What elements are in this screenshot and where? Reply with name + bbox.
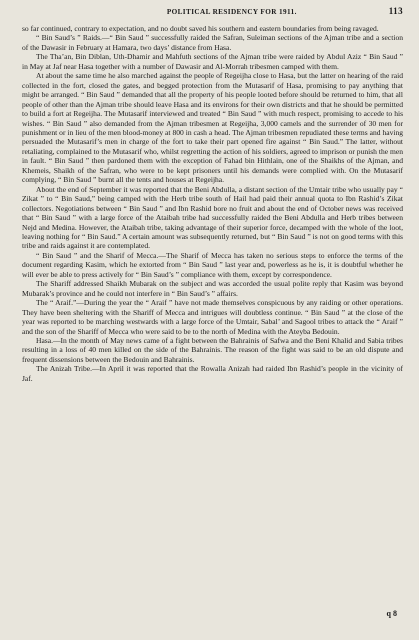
paragraph: “ Bin Saud ” and the Sharif of Mecca.—The Sharif of Mecca has taken no serious steps to enforce the terms of the document regarding Kasim, which he extorted from “ Bin Saud ” last year and, powerless as he is, it is doubtful whether he will ever be able to press actively for “ Bin Saud’s ” compliance with them, except by correspondence. <box>22 250 403 279</box>
paragraph: The Anizah Tribe.—In April it was reported that the Rowalla Anizah had raided Ibn Rashid’s people in the vicinity of Jaf. <box>22 364 403 383</box>
paragraph: Hasa.—In the month of May news came of a fight between the Bahrainis of Safwa and the Beni Khalid and Sabia tribes resulting in a loss of 40 men killed on the side of the Bahrainis. The reason of the fight was said to be an old dispute and frequent dissensions between the Bedouin and Bahrainis. <box>22 335 403 364</box>
page-number: 113 <box>388 6 403 16</box>
paragraph: “ Bin Saud’s ” Raids.—“ Bin Saud ” successfully raided the Safran, Suleiman sections of the Ajman tribe and a section of the Dawasir in February at Hamara, two days’ distance from Hasa. <box>22 33 403 52</box>
paragraph: The Shariff addressed Shaikh Mubarak on the subject and was accorded the usual polite reply that Kasim was beyond Mubarak’s province and he could not interfere in “ Bin Saud’s ” affairs. <box>22 279 403 298</box>
paragraph: The “ Araif.”—During the year the “ Araif ” have not made themselves conspicuous by any raiding or other operations. They have been sheltering with the Shariff of Mecca and intrigues will doubtless continue. “ Bin Saud ” at the close of the year was reported to be marching westwards with a large force of the Umtair, Sabal’ and Sagool tribes to attack the “ Araif ” and the son of the Shariff of Mecca who were said to be to the north of Medina with the Ateyba Bedouin. <box>22 298 403 336</box>
paragraph: At about the same time he also marched against the people of Regeijha close to Hasa, but the latter on hearing of the raid collected in the fort, closed the gates, and begged protection from the Mutasarif of Hasa, promising to pay anything that might be arranged. “ Bin Saud ” demanded that all the property of his people looted before should be returned to him, that all people of other than the Ajman tribe should leave Hasa and its environs for their own districts and that he should be permitted to build a fort at Regeijha. The Mutasarif interviewed and treated “ Bin Saud ” with much respect, promising to accede to his wishes. “ Bin Saud ” also demanded from the Ajman tribesmen at Regeijha, 3,000 camels and the surrender of 30 men for punishment or in lieu of the men blood-money at 800 in cash a head. The Ajman tribesmen repudiated these terms and having persuaded the Mutasarif’s men in charge of the fort to take their part opened fire against “ Bin Saud.” The latter, without retaliating, complained to the Mutasarif who, whilst regretting the action of his soldiers, agreed to imprison or punish the men in fault. “ Bin Saud ” then pardoned them with the exception of Fahad bin Hithlain, one of the Shaikhs of the Ajman, and Khemeis, Shaikh of the Safran, who were to be kept prisoners until his demands were complied with. On the Mutasarif complying, “ Bin Saud ” burnt all the tents and houses at Regeijha. <box>22 71 403 185</box>
paragraph: so far continued, contrary to expectation, and no doubt saved his southern and eastern boundaries from being ravaged. <box>22 24 379 33</box>
paragraph: The Tha’an, Bin Diblan, Uth-Dhamir and Mahfuth sections of the Ajman tribe were raided by Abdul Aziz “ Bin Saud ” in May at Jaf near Hasa together with a number of Dawasir and Al-Morrah tribesmen camped with them. <box>22 52 403 71</box>
running-title: POLITICAL RESIDENCY FOR 1911. <box>166 8 297 16</box>
signature-mark: q 8 <box>386 609 397 618</box>
body-text <box>22 24 403 383</box>
paragraph: About the end of September it was reported that the Beni Abdulla, a distant section of the Umtair tribe who usually pay “ Zikat ” to “ Bin Saud,” being camped with the Herb tribe south of Hail had paid their annual quota to Ibn Rashid’s Zikat collectors. Negotiations between “ Bin Saud ” and Ibn Rashid bore no fruit and about the end of October news was received that “ Bin Saud ” with a large force of the Ataibah tribe had successfully raided the Beni Abdulla and Herb tribes between Nejd and Medina. However, the Ataibah tribe, taking advantage of their superior force, decamped with the whole of the loot, leaving nothing for “ Bin Saud.” A certain amount was subsequently returned, but “ Bin Saud ” is not on good terms with this tribe and raids against it are contemplated. <box>22 184 403 251</box>
page-header <box>22 6 403 18</box>
